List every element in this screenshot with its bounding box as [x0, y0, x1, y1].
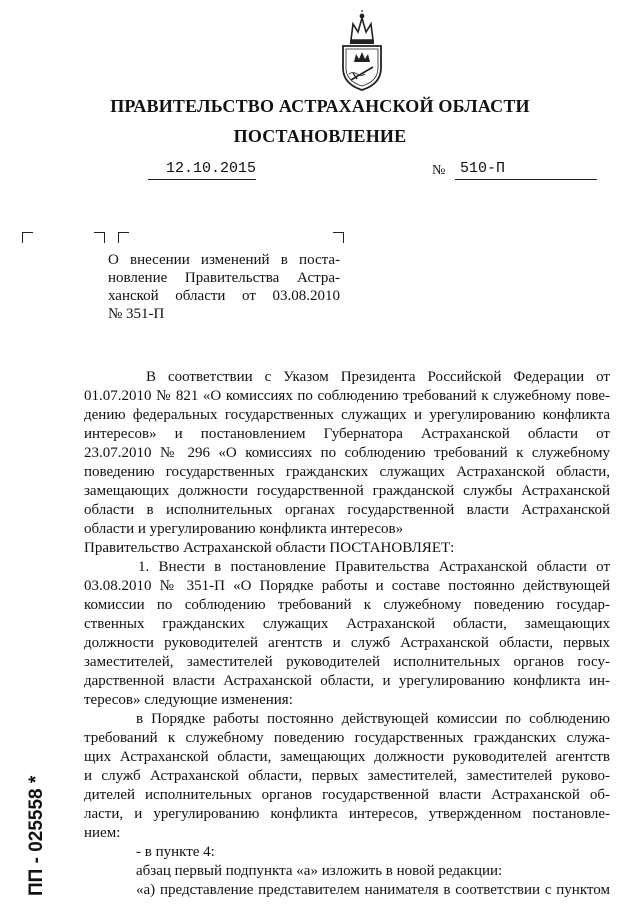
body-line: 01.07.2010 № 821 «О комиссиях по соблюдению требований к служебному пове- [84, 388, 610, 404]
subject-line: ханской области от 03.08.2010 [108, 288, 340, 304]
bracket-corner-mid-left [118, 232, 129, 243]
subject-line: О внесении изменений в поста- [108, 252, 340, 268]
body-line: требований к служебному поведению государственных гражданских служа- [84, 730, 610, 746]
body-line: 03.08.2010 № 351-П «О Порядке работы и составе постоянно действующей [84, 578, 610, 594]
side-serial-text: ПП - 025558 * [26, 775, 47, 896]
coat-of-arms-icon [337, 10, 387, 92]
subject-line: № 351-П [108, 306, 165, 322]
body-line: абзац первый подпункта «а» изложить в новой редакции: [136, 863, 503, 879]
body-line: 1. Внести в постановление Правительства Астраханской области от [138, 559, 610, 575]
body-line: дарственной власти Астраханской области, и урегулированию конфликта ин- [84, 673, 610, 689]
body-line: должности руководителей агентств и служб Астраханской области, первых [84, 635, 610, 651]
decree-number: 510-П [460, 160, 506, 177]
number-sign: № [432, 163, 446, 178]
body-line: дению федеральных государственных служащих и урегулированию конфликта [84, 407, 610, 423]
body-line: «а) представление представителем нанимателя в соответствии с пунктом [136, 882, 610, 898]
body-line: нием: [84, 825, 121, 841]
body-line: 23.07.2010 № 296 «О комиссиях по соблюдению требований к служебному [84, 445, 610, 461]
body-line: области и урегулированию конфликта интересов» [84, 521, 404, 537]
bracket-corner-mid-right [94, 232, 105, 243]
government-title: ПРАВИТЕЛЬСТВО АСТРАХАНСКОЙ ОБЛАСТИ [110, 96, 530, 116]
body-line: комиссии по соблюдению требований к служебному поведению государ- [84, 597, 610, 613]
subject-line: новление Правительства Астра- [108, 270, 340, 286]
body-line: тересов» следующие изменения: [84, 692, 293, 708]
body-line: ласти, и урегулированию конфликта интересов, утвержденном постановле- [84, 806, 610, 822]
number-underline [455, 179, 597, 180]
body-line: ственных гражданских служащих Астраханской области, замещающих [84, 616, 610, 632]
body-line: заместителей, заместителей руководителей исполнительных органов госу- [84, 654, 610, 670]
side-serial-stamp [22, 738, 48, 898]
body-line: - в пункте 4: [136, 844, 215, 860]
body-line: замещающих должности государственной гражданской службы Астраханской [84, 483, 610, 499]
body-line: В соответствии с Указом Президента Российской Федерации от [146, 369, 610, 385]
body-line: интересов» и постановлением Губернатора Астраханской области от [84, 426, 610, 442]
body-line: Правительство Астраханской области ПОСТАНОВЛЯЕТ: [84, 540, 455, 556]
bracket-corner-right [333, 232, 344, 243]
body-line: дителей исполнительных органов государственной власти Астраханской об- [84, 787, 610, 803]
decree-title: ПОСТАНОВЛЕНИЕ [233, 126, 407, 146]
body-line: и служб Астраханской области, первых заместителей, заместителей руково- [84, 768, 610, 784]
body-line: поведению государственных гражданских служащих Астраханской области, [84, 464, 610, 480]
decree-date: 12.10.2015 [166, 160, 257, 177]
date-underline [148, 179, 256, 180]
body-line: области в исполнительных органах государственной власти Астраханской [84, 502, 610, 518]
bracket-corner-left [22, 232, 33, 243]
body-line: щих Астраханской области, замещающих должности руководителей агентств [84, 749, 610, 765]
body-line: в Порядке работы постоянно действующей комиссии по соблюдению [136, 711, 610, 727]
